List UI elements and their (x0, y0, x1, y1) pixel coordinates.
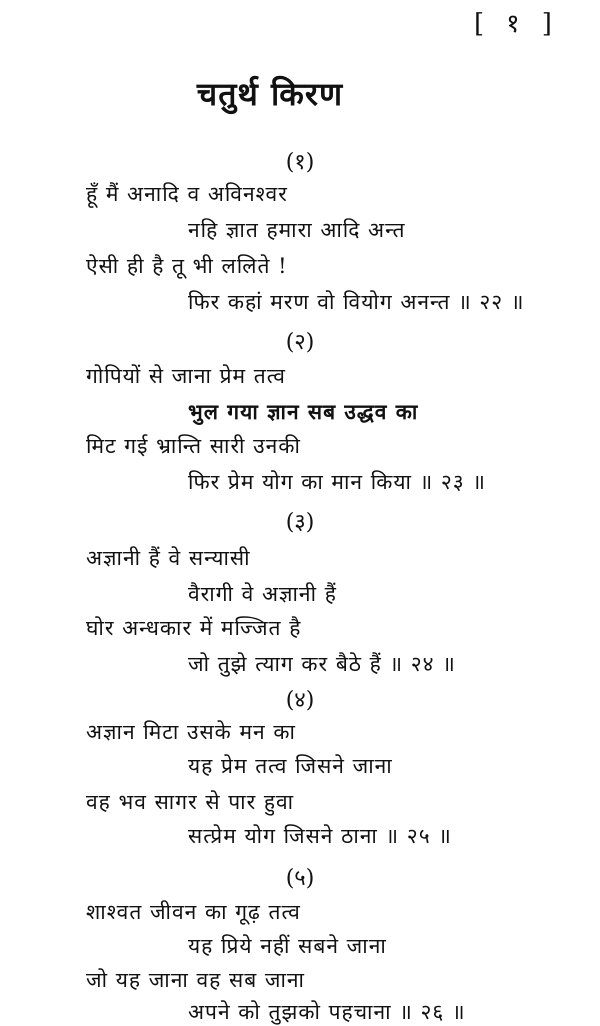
verse-line: जो तुझे त्याग कर बैठे हैं ॥ २४ ॥ (188, 652, 456, 676)
left-bracket: [ (474, 9, 487, 39)
verse-marker: (४) (285, 688, 315, 713)
verse-line: सत्प्रेम योग जिसने ठाना ॥ २५ ॥ (188, 824, 452, 848)
verse-line: यह प्रिये नहीं सबने जाना (188, 934, 387, 958)
verse-line: यह प्रेम तत्व जिसने जाना (188, 754, 393, 778)
verse-line: ऐसी ही है तू भी ललिते ! (86, 254, 288, 278)
verse-line: फिर प्रेम योग का मान किया ॥ २३ ॥ (188, 470, 486, 494)
verse-marker: (५) (285, 866, 315, 891)
verse-marker: (२) (285, 330, 315, 355)
verse-line: वैरागी वे अज्ञानी हैं (188, 582, 337, 606)
verse-line: जो यह जाना वह सब जाना (86, 968, 305, 992)
verse-line: मिट गई भ्रान्ति सारी उनकी (86, 434, 301, 458)
verse-line: घोर अन्धकार में मज्जित है (86, 616, 302, 640)
chapter-title: चतुर्थ किरण (196, 75, 344, 113)
page-number (474, 4, 574, 40)
verse-line: नहि ज्ञात हमारा आदि अन्त (188, 218, 406, 242)
verse-line: गोपियों से जाना प्रेम तत्व (86, 364, 286, 388)
verse-marker: (१) (285, 150, 315, 175)
verse-line: हूँ मैं अनादि व अविनश्वर (86, 182, 288, 206)
page-number-value: १ (506, 9, 522, 39)
verse-line: शाश्वत जीवन का गूढ़ तत्व (86, 900, 301, 924)
verse-line: अज्ञान मिटा उसके मन का (86, 720, 296, 744)
verse-line: अज्ञानी हैं वे सन्यासी (86, 546, 251, 570)
verse-line: भुल गया ज्ञान सब उद्धव का (188, 399, 419, 424)
verse-line: वह भव सागर से पार हुवा (86, 790, 295, 814)
verse-line: फिर कहां मरण वो वियोग अनन्त ॥ २२ ॥ (188, 290, 525, 314)
verse-line: अपने को तुझको पहचाना ॥ २६ ॥ (188, 1000, 466, 1024)
right-bracket: ] (541, 9, 554, 39)
verse-marker: (३) (285, 510, 315, 535)
